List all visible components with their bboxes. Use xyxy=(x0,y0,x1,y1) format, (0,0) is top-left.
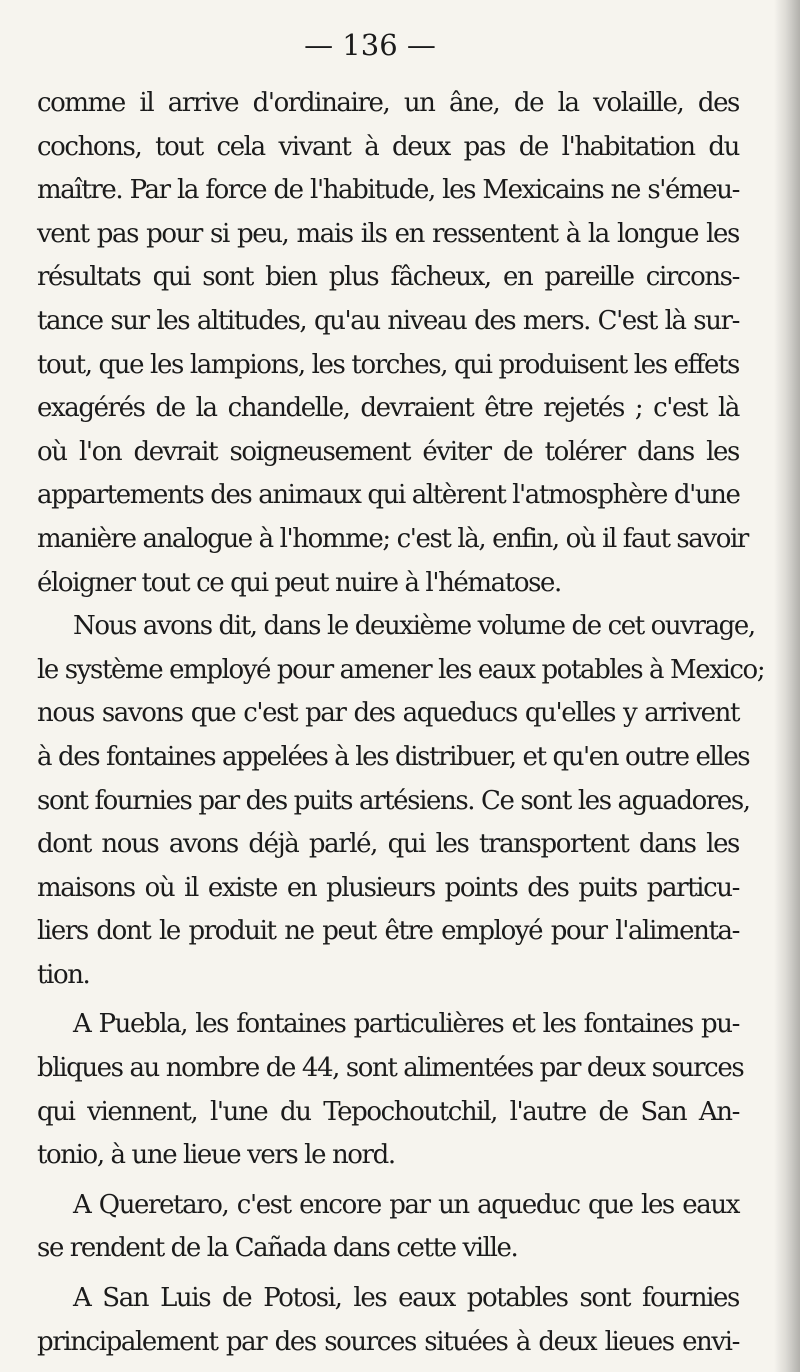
text-line: tout, que les lampions, les torches, qui produisent les effets xyxy=(37,349,739,380)
page-edge-shadow xyxy=(774,0,800,1372)
text-line: le système employé pour amener les eaux potables à Mexico; xyxy=(37,654,765,685)
text-line: vent pas pour si peu, mais ils en ressentent à la longue les xyxy=(37,218,739,249)
text-line: nous savons que c'est par des aqueducs qu'elles y arrivent xyxy=(37,698,739,729)
text-line: bliques au nombre de 44, sont alimentées par deux sources xyxy=(37,1053,744,1084)
text-line: liers dont le produit ne peut être employé pour l'alimenta- xyxy=(37,916,739,947)
text-line: maître. Par la force de l'habitude, les Mexicains ne s'émeu- xyxy=(37,175,739,206)
text-line: qui viennent, l'une du Tepochoutchil, l'autre de San An- xyxy=(37,1096,739,1127)
page-number: — 136 — xyxy=(304,28,436,62)
paragraph-5 xyxy=(37,1277,739,1364)
text-line: cochons, tout cela vivant à deux pas de l'habitation du xyxy=(37,131,739,162)
paragraph-2 xyxy=(37,605,765,997)
text-line: A San Luis de Potosi, les eaux potables sont fournies xyxy=(73,1283,739,1314)
text-line: tion. xyxy=(37,959,90,990)
text-line: principalement par des sources situées à deux lieues envi- xyxy=(37,1326,739,1357)
text-line: tonio, à une lieue vers le nord. xyxy=(37,1140,395,1171)
text-line: A Queretaro, c'est encore par un aqueduc que les eaux xyxy=(73,1189,739,1220)
text-line: appartements des animaux qui altèrent l'atmosphère d'une xyxy=(37,480,740,511)
text-line: à des fontaines appelées à les distribuer, et qu'en outre elles xyxy=(37,741,750,772)
text-line: se rendent de la Cañada dans cette ville. xyxy=(37,1233,518,1264)
text-line: dont nous avons déjà parlé, qui les transportent dans les xyxy=(37,829,739,860)
text-line: exagérés de la chandelle, devraient être rejetés ; c'est là xyxy=(37,393,739,424)
text-line: maisons où il existe en plusieurs points des puits particu- xyxy=(37,872,739,903)
text-line: où l'on devrait soigneusement éviter de tolérer dans les xyxy=(37,436,739,467)
text-line: sont fournies par des puits artésiens. Ce sont les aguadores, xyxy=(37,785,750,816)
text-line: A Puebla, les fontaines particulières et les fontaines pu- xyxy=(73,1009,739,1040)
text-line: Nous avons dit, dans le deuxième volume de cet ouvrage, xyxy=(73,611,755,642)
paragraph-3 xyxy=(37,1003,744,1177)
text-line: tance sur les altitudes, qu'au niveau des mers. C'est là sur- xyxy=(37,305,739,336)
text-line: éloigner tout ce qui peut nuire à l'hématose. xyxy=(37,567,561,598)
text-line: manière analogue à l'homme; c'est là, enfin, où il faut savoir xyxy=(37,523,748,554)
text-line: résultats qui sont bien plus fâcheux, en pareille circons- xyxy=(37,262,739,293)
paragraph-1 xyxy=(37,82,748,605)
paragraph-4 xyxy=(37,1184,739,1271)
text-line: comme il arrive d'ordinaire, un âne, de la volaille, des xyxy=(37,88,739,118)
body-text xyxy=(37,82,765,1364)
